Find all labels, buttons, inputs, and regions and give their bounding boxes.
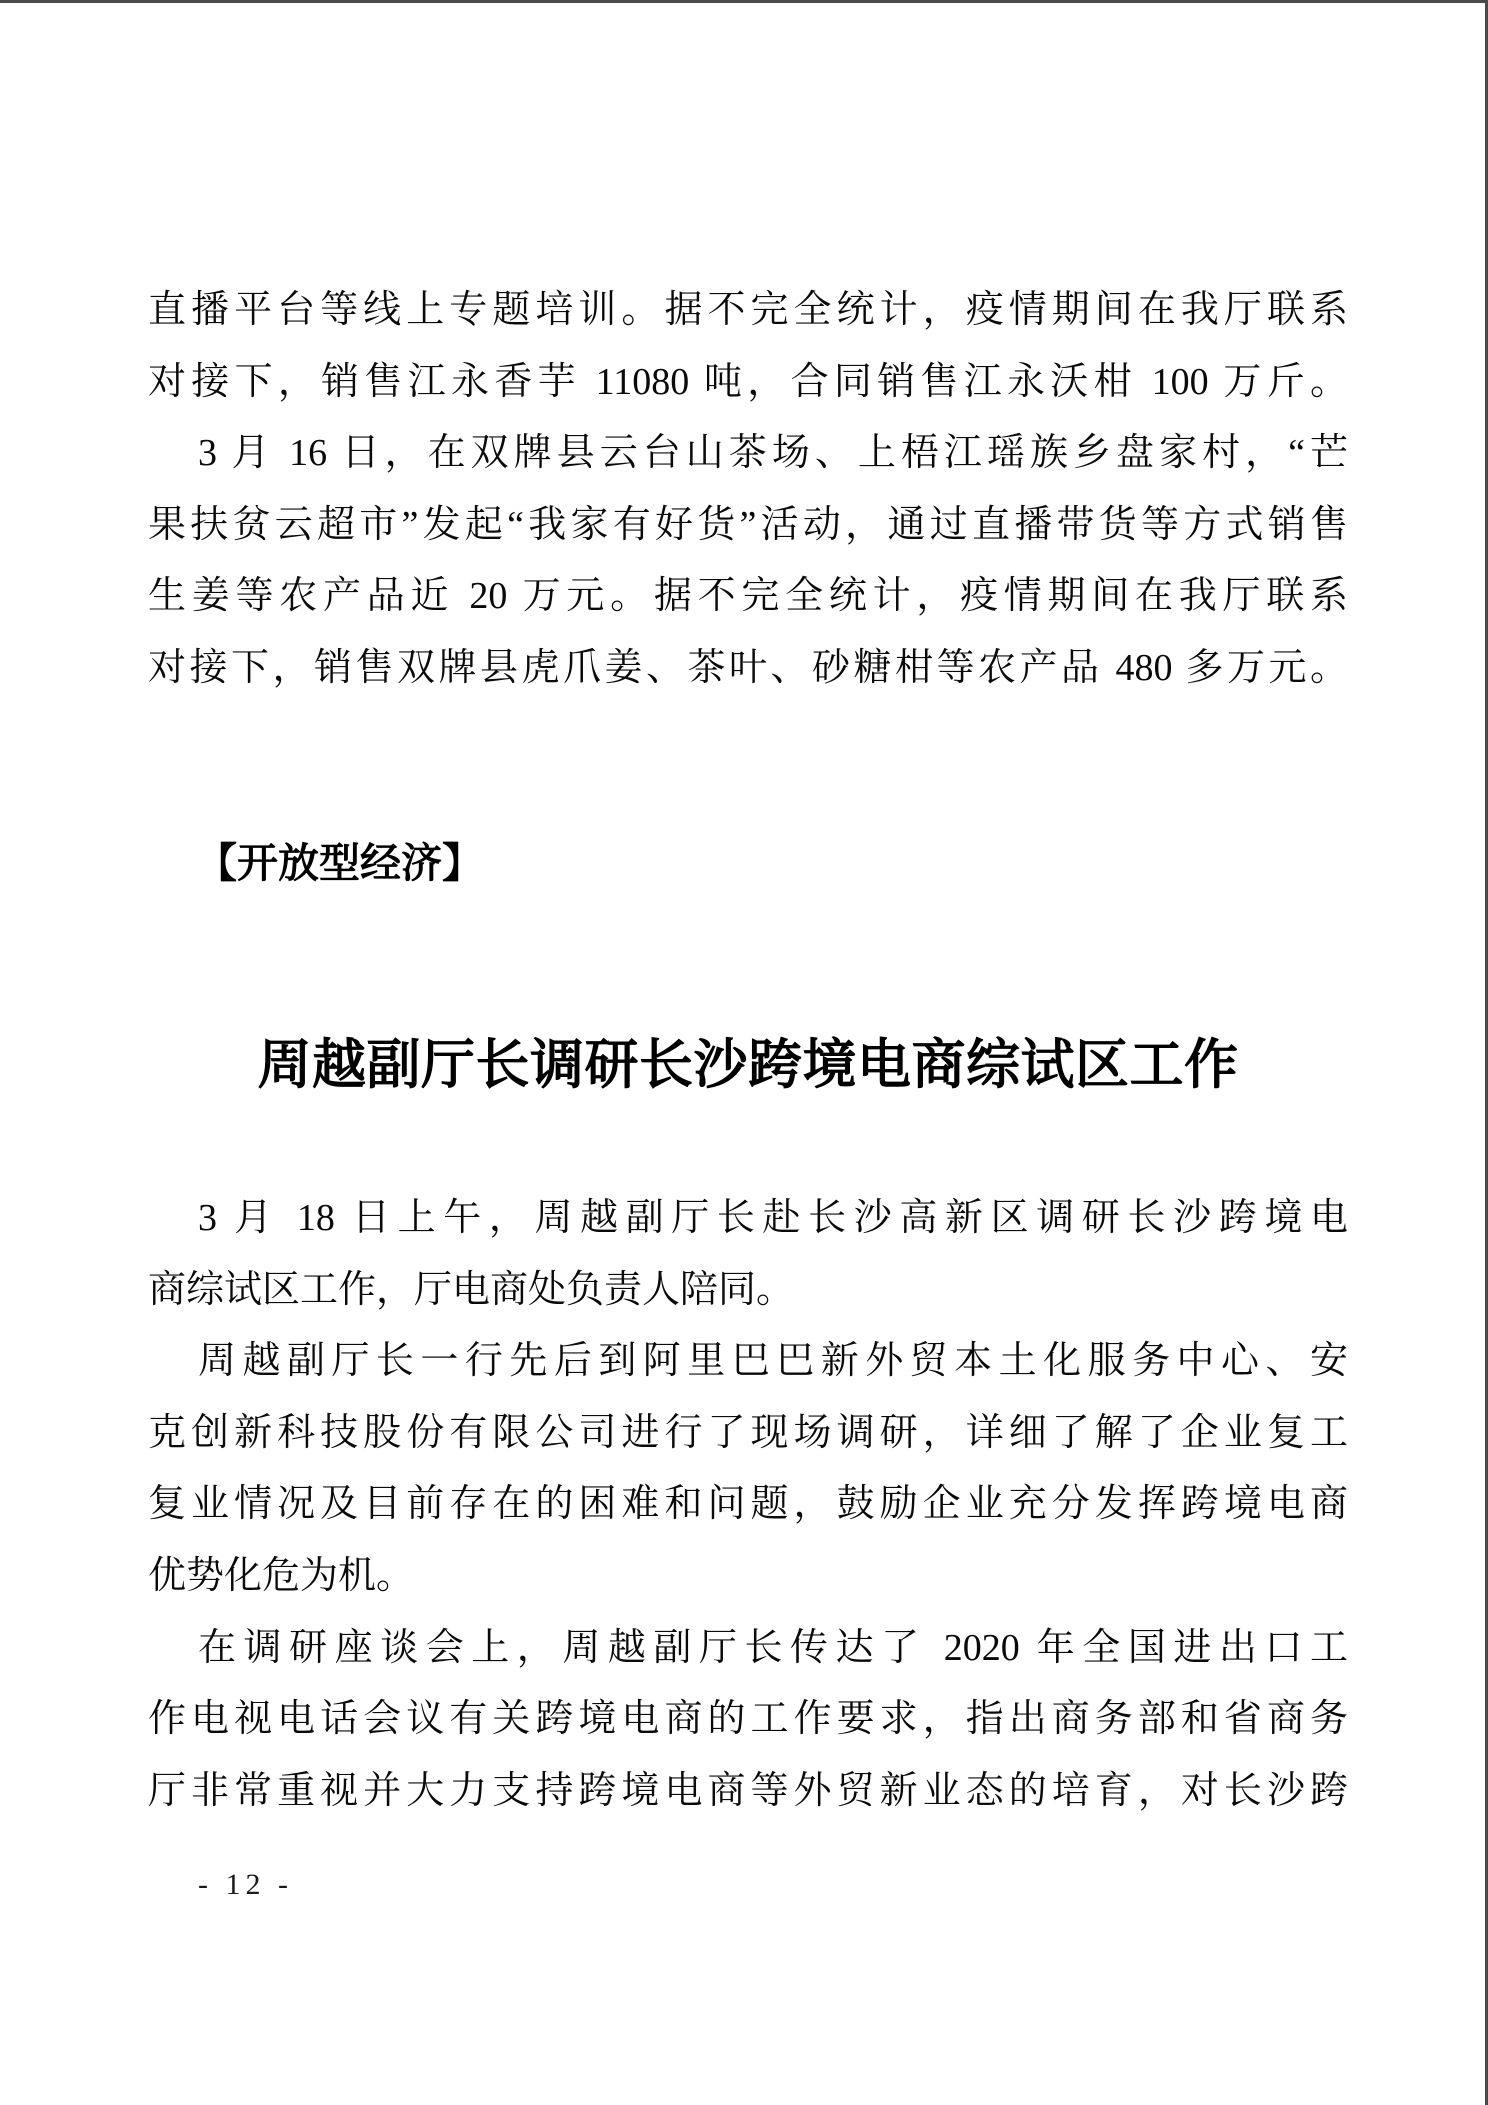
body-line: 直播平台等线上专题培训。据不完全统计，疫情期间在我厅联系: [148, 289, 1348, 331]
body-line: 生姜等农产品近 20 万元。据不完全统计，疫情期间在我厅联系: [148, 575, 1348, 618]
body-line: 厅非常重视并大力支持跨境电商等外贸新业态的培育，对长沙跨: [148, 1769, 1348, 1812]
body-line: 作电视电话会议有关跨境电商的工作要求，指出商务部和省商务: [148, 1698, 1348, 1741]
body-line: 3 月 18 日上午，周越副厅长赴长沙高新区调研长沙跨境电: [198, 1197, 1348, 1239]
body-line: 对接下，销售江永香芋 11080 吨，合同销售江永沃柑 100 万斤。: [148, 360, 1348, 403]
body-continuation-block: [148, 275, 1348, 705]
body-line: 3 月 16 日，在双牌县云台山茶场、上梧江瑶族乡盘家村，“芒: [198, 432, 1348, 475]
body-line: 优势化危为机。: [148, 1554, 415, 1597]
section-header: 【开放型经济】: [196, 840, 483, 886]
page-number: - 12 -: [198, 1868, 293, 1901]
article-body-block: [148, 1183, 1348, 1827]
body-line: 果扶贫云超市”发起“我家有好货”活动，通过直播带货等方式销售: [148, 503, 1348, 546]
body-line: 复业情况及目前存在的困难和问题，鼓励企业充分发挥跨境电商: [148, 1483, 1348, 1526]
body-line: 克创新科技股份有限公司进行了现场调研，详细了解了企业复工: [148, 1411, 1348, 1454]
article-title: 周越副厅长调研长沙跨境电商综试区工作: [257, 1035, 1239, 1095]
body-line: 对接下，销售双牌县虎爪姜、茶叶、砂糖柑等农产品 480 多万元。: [148, 646, 1348, 689]
body-line: 周越副厅长一行先后到阿里巴巴新外贸本土化服务中心、安: [198, 1340, 1348, 1383]
body-line: 在调研座谈会上，周越副厅长传达了 2020 年全国进出口工: [198, 1626, 1348, 1669]
body-line: 商综试区工作，厅电商处负责人陪同。: [148, 1268, 795, 1311]
